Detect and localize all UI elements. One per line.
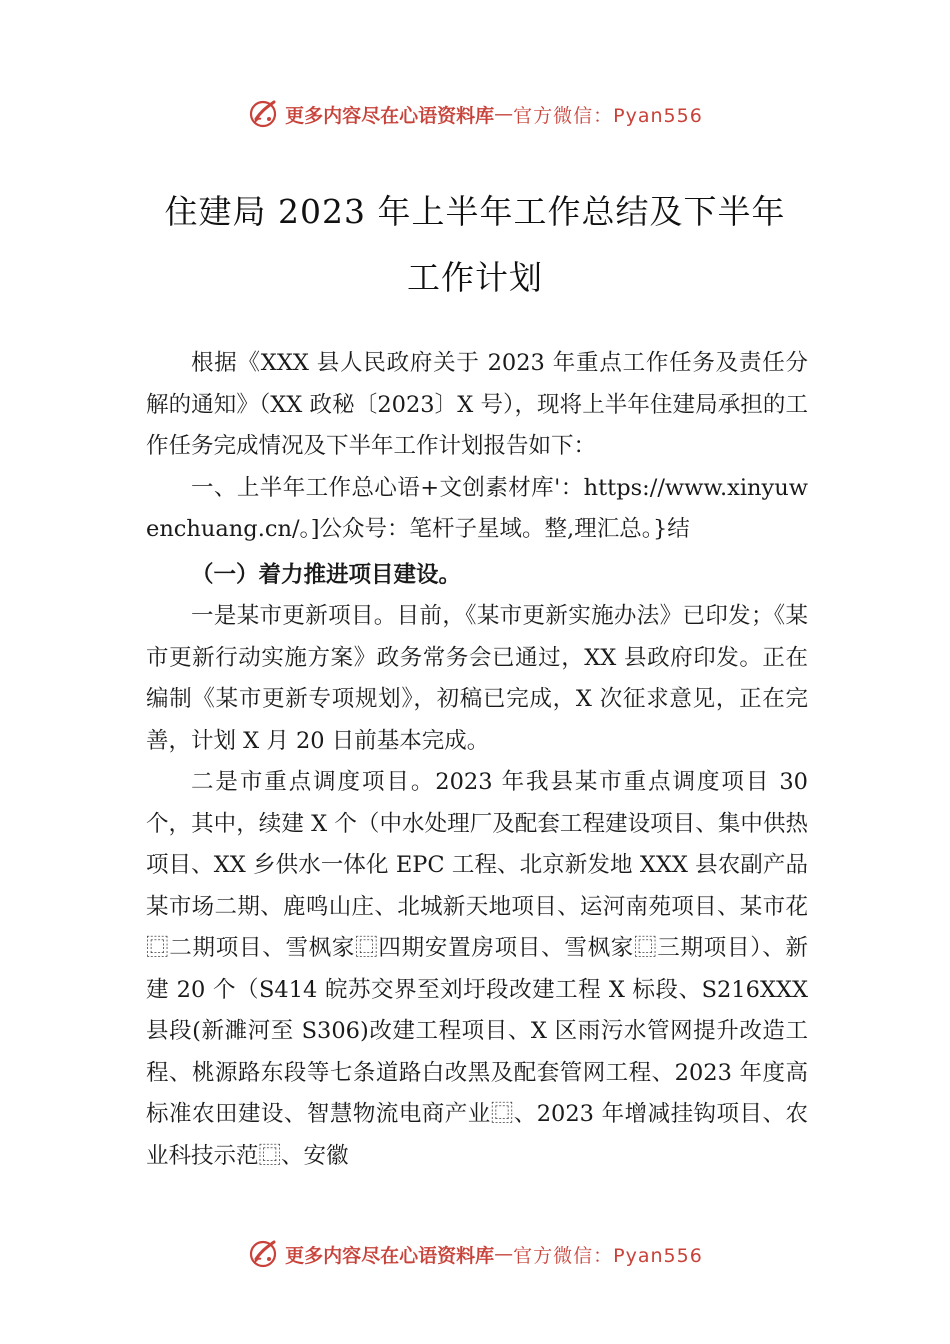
header-banner [0, 94, 950, 134]
subsection-heading: （一）着力推进项目建设。 [191, 561, 462, 588]
site-name: 更多内容尽在心语资料库 [285, 104, 495, 127]
paragraph-urban-renewal: 一是某市更新项目。目前，《某市更新实施办法》已印发；《某市更新行动实施方案》政务常务会已通过，XX 县政府印发。正在编制《某市更新专项规划》，初稿已完成，X 次征求意见，正在完善，计划 X 月 20 日前基本完成。 [146, 603, 808, 754]
document-title-line-2: 工作计划 [407, 258, 543, 297]
paragraph-key-projects: 二是市重点调度项目。2023 年我县某市重点调度项目 30 个，其中，续建 X 个（中水处理厂及配套工程建设项目、集中供热项目、XX 乡供水一体化 EPC 工程、北京新发地 XXX 县农副产品某市场二期、鹿鸣山庄、北城新天地项目、运河南苑项目、某市花⿴二期项目、雪枫家⿴四期安置房项目、雪枫家⿴三期项目）、新建 20 个（S414 皖苏交界至刘圩段改建工程 X 标段、S216XXX 县段(新濉河至 S306)改建工程项目、X 区雨污水管网提升改造工程、桃源路东段等七条道路白改黑及配套管网工程、2023 年度高标准农田建设、智慧物流电商产业⿴、2023 年增减挂钩项目、农业科技示范⿴、安徽 [146, 769, 808, 1169]
site-name: 更多内容尽在心语资料库 [285, 1244, 495, 1267]
separator: — [494, 103, 514, 125]
document-title-line-1: 住建局 2023 年上半年工作总结及下半年 [164, 192, 786, 231]
wechat-id: 官方微信：Pyan556 [513, 104, 703, 127]
intro-paragraph: 根据《XXX 县人民政府关于 2023 年重点工作任务及责任分解的通知》（XX 政秘〔2023〕X 号），现将上半年住建局承担的工作任务完成情况及下半年工作计划报告如下： [146, 350, 808, 459]
separator: — [494, 1243, 514, 1265]
brush-logo-icon [247, 97, 281, 131]
brush-logo-icon [247, 1237, 281, 1271]
footer-banner [0, 1234, 950, 1274]
document-body [146, 343, 808, 1177]
section-heading-1: 一、上半年工作总心语+文创素材库'：https://www.xinyuwenchuang.cn/。]公众号：笔杆子星域。整,理汇总。}结 [146, 474, 808, 542]
wechat-id: 官方微信：Pyan556 [513, 1244, 703, 1267]
